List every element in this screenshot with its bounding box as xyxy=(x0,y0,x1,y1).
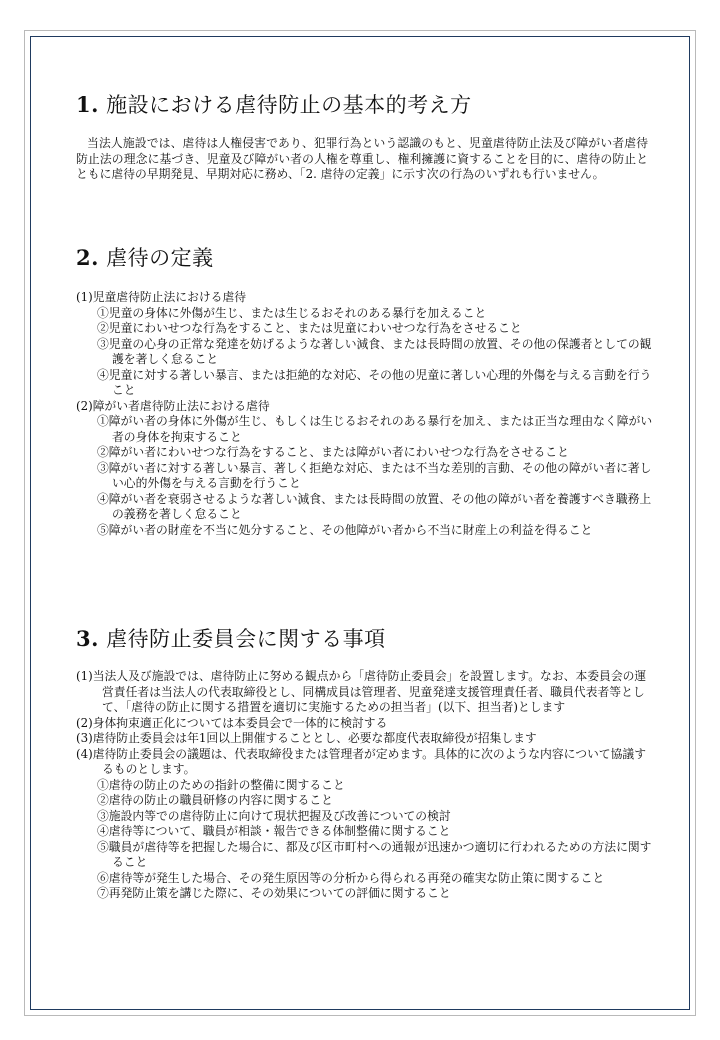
definition-item: ④障がい者を衰弱させるような著しい減食、または長時間の放置、その他の障がい者を養護すべき職務上の義務を著しく怠ること xyxy=(97,491,652,521)
agenda-item: ⑦再発防止策を講じた際に、その効果についての評価に関すること xyxy=(97,886,451,900)
committee-item: (2)身体拘束適正化については本委員会で一体的に検討する xyxy=(76,715,388,730)
definition-item: ③児童の心身の正常な発達を妨げるような著しい減食、または長時間の放置、その他の保護者としての観護を著しく怠ること xyxy=(97,336,652,366)
definition-item: ②障がい者にわいせつな行為をすること、または障がい者にわいせつな行為をさせること xyxy=(97,445,569,459)
definition-item: ①児童の身体に外傷が生じ、または生じるおそれのある暴行を加えること xyxy=(97,305,487,320)
committee-item: (1)当法人及び施設では、虐待防止に努める観点から「虐待防止委員会」を設置します。なお、本委員会の運営責任者は当法人の代表取締役とし、同構成員は管理者、児童発達支援管理責任者、職員代表者等として、「虐待の防止に関する措置を適切に実施するための担当者」(以下、担当者)とします xyxy=(76,669,647,714)
agenda-item: ⑥虐待等が発生した場合、その発生原因等の分析から得られる再発の確実な防止策に関すること xyxy=(97,870,605,885)
agenda-item: ③施設内等での虐待防止に向けて現状把握及び改善についての検討 xyxy=(97,808,451,823)
section-2-number: 2. xyxy=(76,245,99,270)
section-3-number: 3. xyxy=(76,626,99,651)
section-2-title: 虐待の定義 xyxy=(106,246,214,270)
definition-item: ②児童にわいせつな行為をすること、または児童にわいせつな行為をさせること xyxy=(97,321,522,335)
section-3-heading xyxy=(76,626,386,652)
agenda-item: ①虐待の防止のための指針の整備に関すること xyxy=(97,777,345,792)
agenda-item: ⑤職員が虐待等を把握した場合に、都及び区市町村への通報が迅速かつ適切に行われるための方法に関すること xyxy=(97,839,652,869)
agenda-item: ②虐待の防止の職員研修の内容に関すること xyxy=(97,793,333,807)
section-2-heading xyxy=(76,245,214,271)
section-3-title: 虐待防止委員会に関する事項 xyxy=(106,627,386,651)
committee-item: (4)虐待防止委員会の議題は、代表取締役または管理者が定めます。具体的に次のような内容について協議するものとします。 xyxy=(76,746,646,776)
section-1-number: 1. xyxy=(76,92,99,117)
definition-item: ①障がい者の身体に外傷が生じ、もしくは生じるおそれのある暴行を加え、または正当な理由なく障がい者の身体を拘束すること xyxy=(97,414,653,444)
abuse-definition-list xyxy=(76,290,654,538)
definition-item: ⑤障がい者の財産を不当に処分すること、その他障がい者から不当に財産上の利益を得ること xyxy=(97,522,593,537)
definition-item: ③障がい者に対する著しい暴言、著しく拒絶な対応、または不当な差別的言動、その他の障がい者に著しい心的外傷を与える言動を行うこと xyxy=(97,460,652,490)
definition-group-label: (1)児童虐待防止法における虐待 xyxy=(76,290,247,304)
section-1-body: 当法人施設では、虐待は人権侵害であり、犯罪行為という認識のもと、児童虐待防止法及び障がい者虐待防止法の理念に基づき、児童及び障がい者の人権を尊重し、権利擁護に資することを目的に、虐待の防止とともに虐待の早期発見、早期対応に務め、「2. 虐待の定義」に示す次の行為のいずれも行いません。 xyxy=(76,136,648,181)
committee-list xyxy=(76,669,654,902)
section-1-title: 施設における虐待防止の基本的考え方 xyxy=(106,93,472,117)
agenda-item: ④虐待等について、職員が相談・報告できる体制整備に関すること xyxy=(97,824,451,838)
definition-item: ④児童に対する著しい暴言、または拒絶的な対応、その他の児童に著しい心理的外傷を与える言動を行うこと xyxy=(97,367,652,397)
definition-group-label: (2)障がい者虐待防止法における虐待 xyxy=(76,398,270,413)
section-1-heading xyxy=(76,92,472,118)
committee-item: (3)虐待防止委員会は年1回以上開催することとし、必要な都度代表取締役が招集します xyxy=(76,731,537,745)
